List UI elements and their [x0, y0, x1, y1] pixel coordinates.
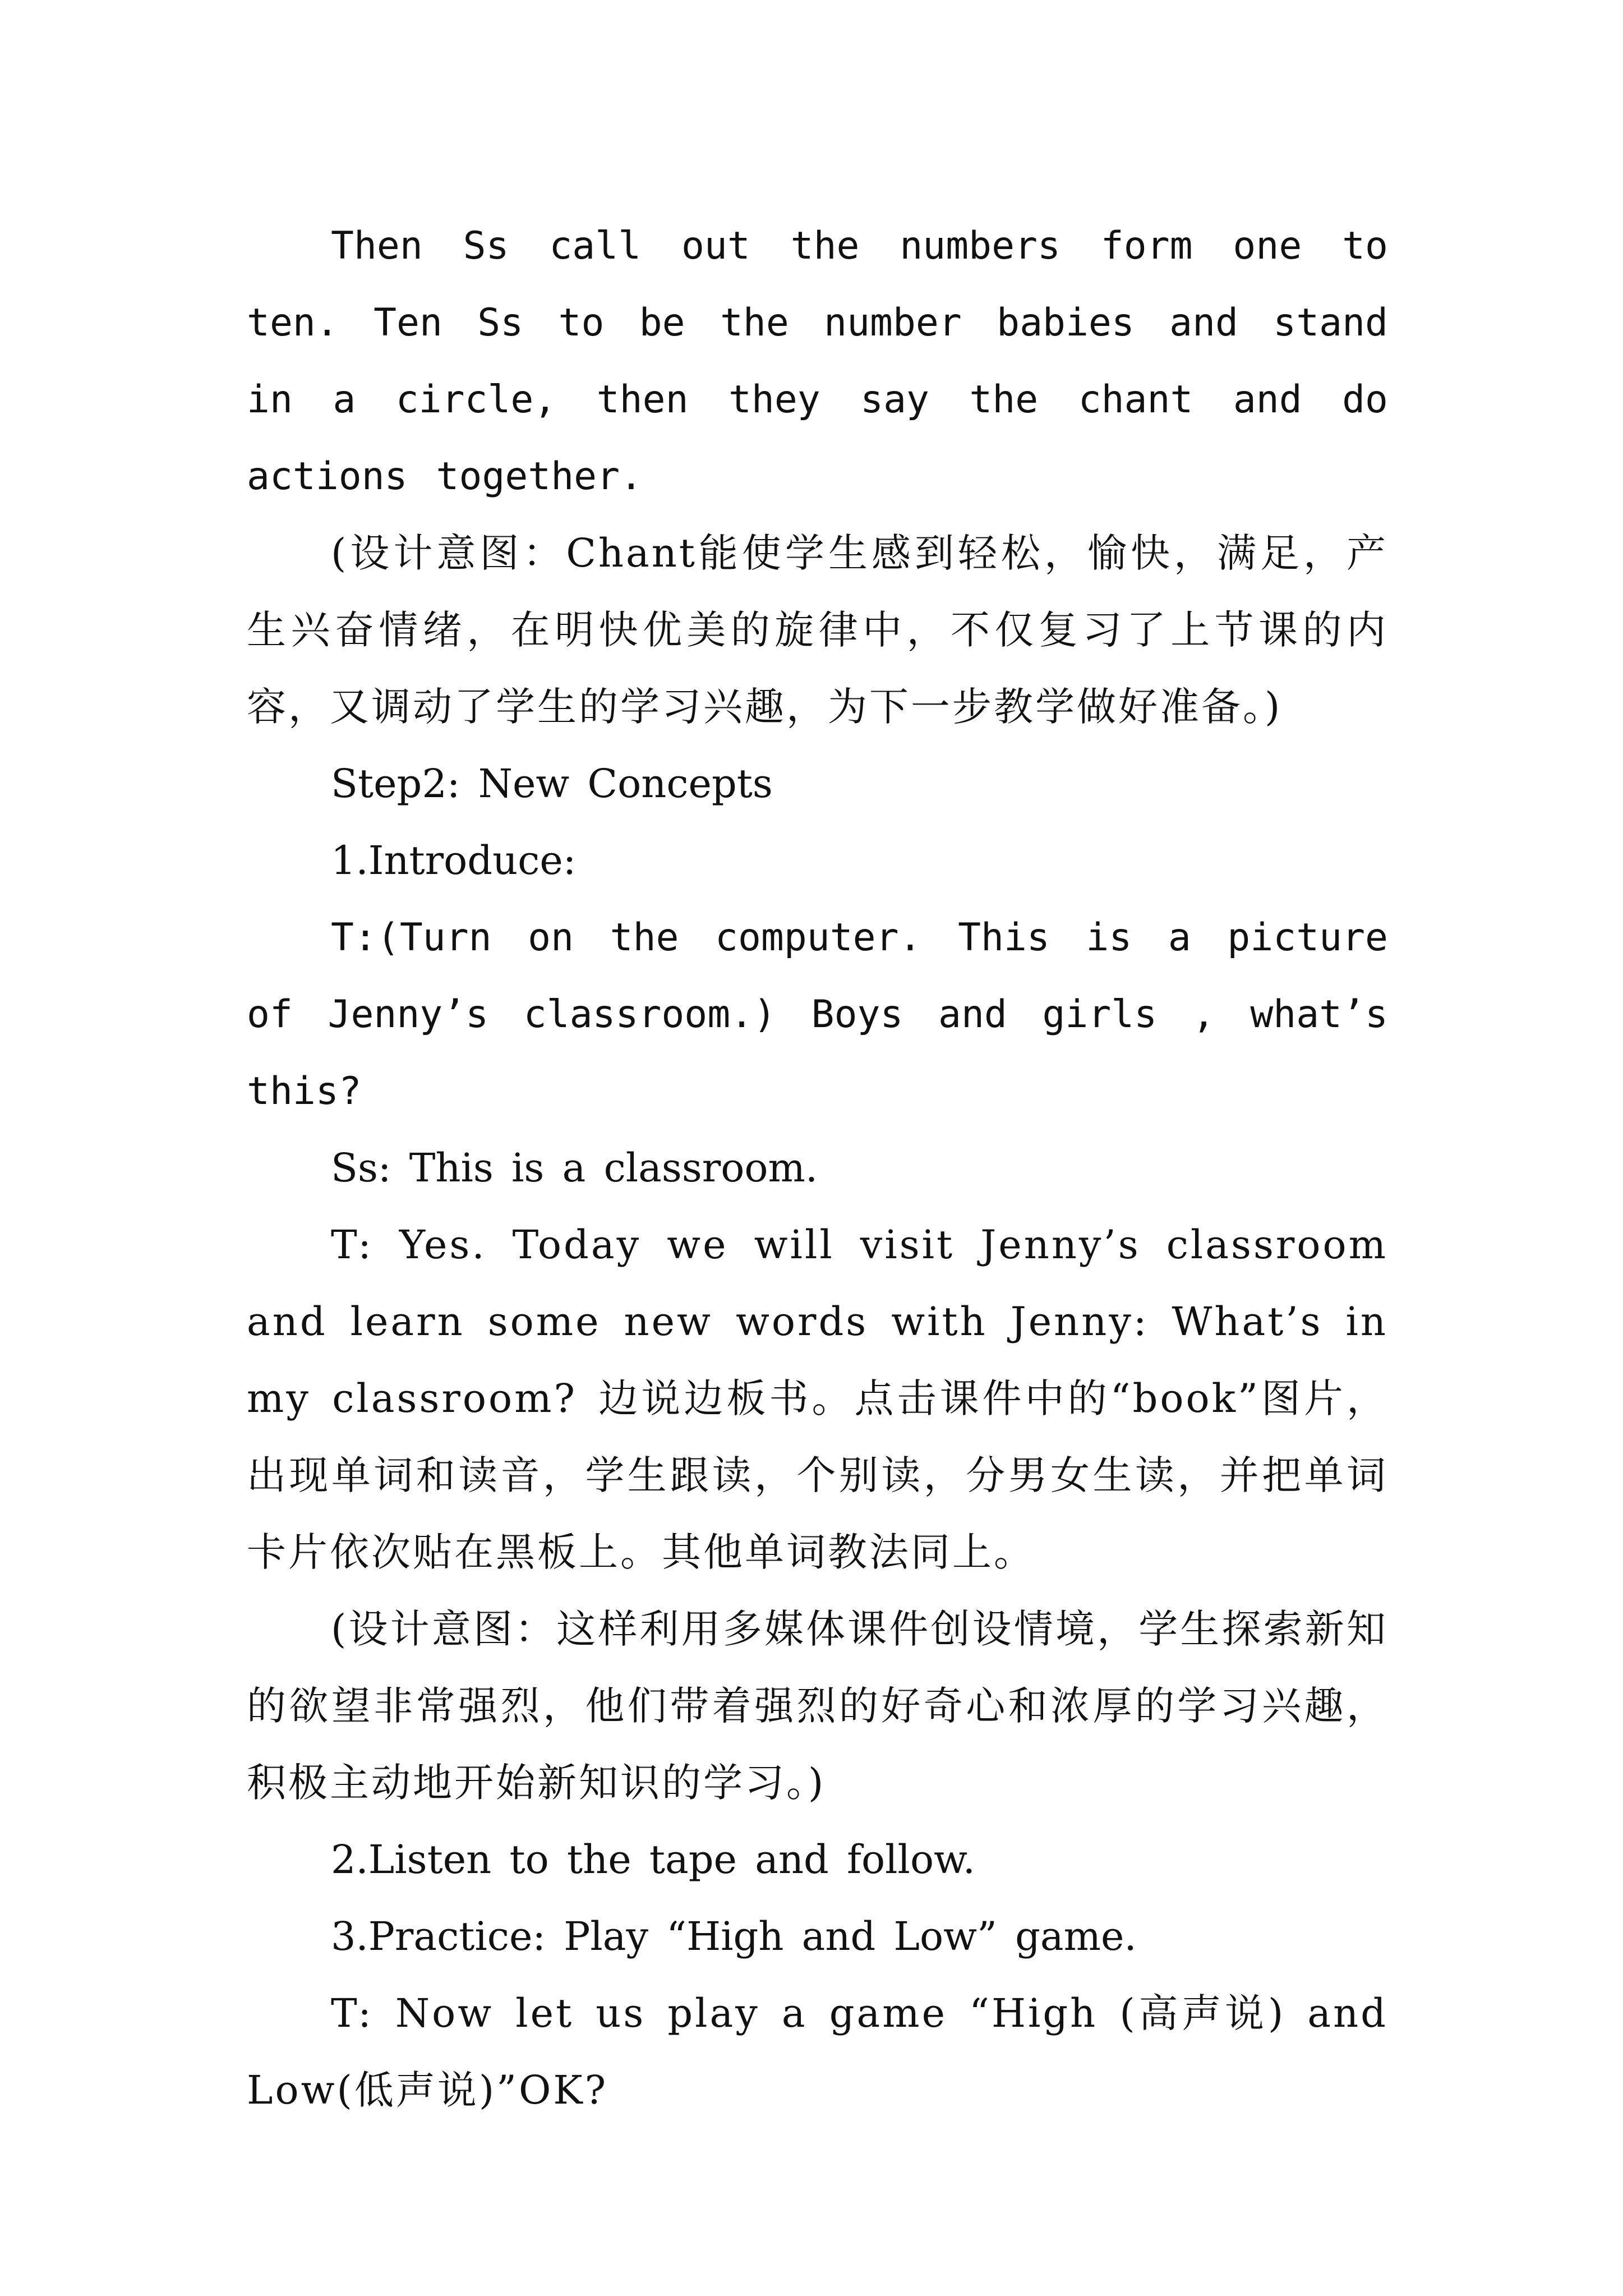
- paragraph-chant-activity: Then Ss call out the numbers form one to ten. Ten Ss to be the number babies and stand in a circle, then they say the chant and do actions together.: [247, 224, 1388, 499]
- paragraph-teacher-computer: T:(Turn on the computer. This is a picture of Jenny’s classroom.) Boys and girls , what’s this?: [247, 915, 1388, 1114]
- paragraph-design-intent-chant: (设计意图：Chant能使学生感到轻松，愉快，满足，产生兴奋情绪，在明快优美的旋律中，不仅复习了上节课的内容，又调动了学生的学习兴趣，为下一步教学做好准备。): [247, 530, 1388, 730]
- document-body: [247, 208, 1388, 2129]
- paragraph-students-answer: Ss: This is a classroom.: [331, 1145, 818, 1191]
- paragraph-teacher-game: T: Now let us play a game “High (高声说) and Low(低声说)”OK?: [247, 1990, 1388, 2113]
- paragraph-introduce: 1.Introduce:: [331, 838, 577, 884]
- paragraph-practice-game: 3.Practice: Play “High and Low” game.: [331, 1913, 1137, 1959]
- paragraph-teacher-visit: T: Yes. Today we will visit Jenny’s classroom and learn some new words with Jenny: What’s in my classroom? 边说边板书。点击课件中的“book”图片，出现单词和读音，学生跟读，个别读，分男女生读，并把单词卡片依次贴在黑板上。其他单词教法同上。: [247, 1222, 1388, 1575]
- paragraph-listen-tape: 2.Listen to the tape and follow.: [331, 1837, 975, 1883]
- paragraph-design-intent-multimedia: (设计意图：这样利用多媒体课件创设情境，学生探索新知的欲望非常强烈，他们带着强烈的好奇心和浓厚的学习兴趣，积极主动地开始新知识的学习。): [247, 1606, 1388, 1806]
- paragraph-step2-heading: Step2: New Concepts: [331, 761, 773, 807]
